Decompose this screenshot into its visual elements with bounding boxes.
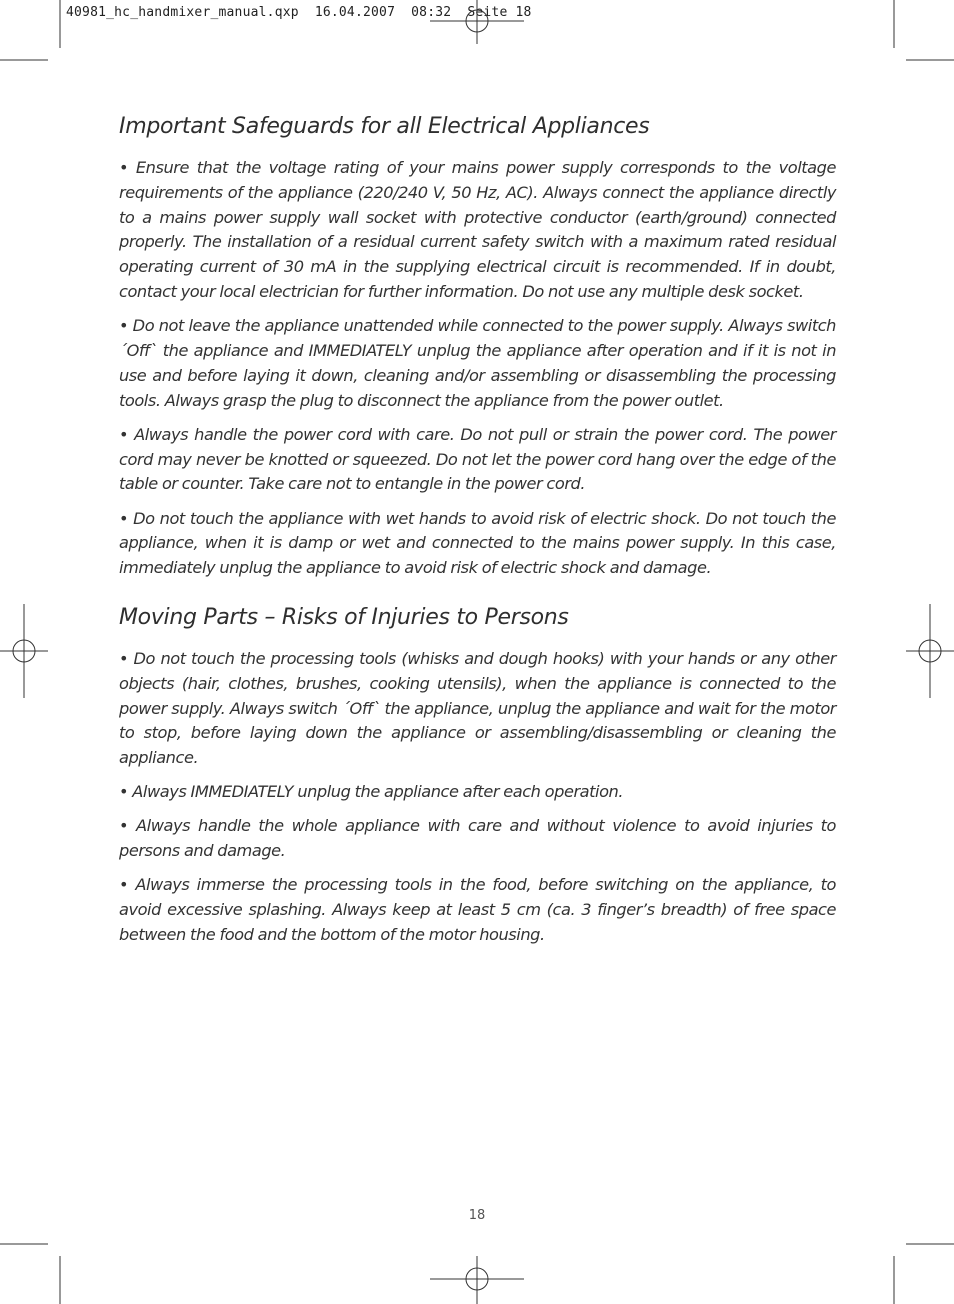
paragraph-unattended: • Do not leave the appliance unattended while connected to the power supply. Always switch ´Off` the appliance and IMMEDIATELY unplug the appliance after operation and if it is not in use and before laying it down, cleaning and/or assembling or disassembling the processing tools. Always grasp the plug to disconnect the appliance from the power outlet.	[119, 316, 836, 410]
paragraph-unplug: • Always IMMEDIATELY unplug the appliance after each operation.	[119, 782, 624, 802]
paragraph-power-cord: • Always handle the power cord with care. Do not pull or strain the power cord. The power cord may never be knotted or squeezed. Do not let the power cord hang over the edge of the table or counter. Take care not to entangle in the power cord.	[119, 424, 836, 494]
paragraph-handle-appliance: • Always handle the whole appliance with care and without violence to avoid injuries to persons and damage.	[119, 816, 836, 861]
page-number: 18	[468, 1208, 486, 1223]
registration-mark-right	[906, 604, 954, 698]
paragraph-processing-tools: • Do not touch the processing tools (whisks and dough hooks) with your hands or any other objects (hair, clothes, brushes, cooking utensils), when the appliance is connected to the power supply. Always switch ´Off` the appliance, unplug the appliance and wait for the motor to stop, before laying down the appliance or assembling/disassembling or cleaning the appliance.	[119, 648, 836, 768]
registration-mark-top	[430, 0, 524, 44]
paragraph-wet-hands: • Do not touch the appliance with wet hands to avoid risk of electric shock. Do not touch the appliance, when it is damp or wet and connected to the mains power supply. In this case, immediately unplug the appliance to avoid risk of electric shock and damage.	[119, 508, 836, 578]
paragraph-voltage: • Ensure that the voltage rating of your mains power supply corresponds to the voltage requirements of the appliance (220/240 V, 50 Hz, AC). Always connect the appliance directly to a mains power supply wall socket with protective conductor (earth/ground) connected properly. The installation of a residual current safety switch with a maximum rated residual operating current of 30 mA in the supplying electrical circuit is recommended. If in doubt, contact your local electrician for further information. Do not use any multiple desk socket.	[119, 158, 836, 301]
paragraph-immerse-tools: • Always immerse the processing tools in the food, before switching on the appliance, to avoid excessive splashing. Always keep at least 5 cm (ca. 3 finger’s breadth) of free space between the food and the bottom of the motor housing.	[119, 875, 836, 945]
registration-mark-bottom	[430, 1256, 524, 1304]
section-heading-moving-parts: Moving Parts – Risks of Injuries to Persons	[119, 604, 569, 630]
print-slug: 40981_hc_handmixer_manual.qxp 16.04.2007 08:32 Seite 18	[66, 5, 532, 20]
manual-content	[119, 112, 836, 957]
section-heading-electrical-safeguards: Important Safeguards for all Electrical Appliances	[119, 114, 650, 139]
registration-mark-left	[0, 604, 48, 698]
